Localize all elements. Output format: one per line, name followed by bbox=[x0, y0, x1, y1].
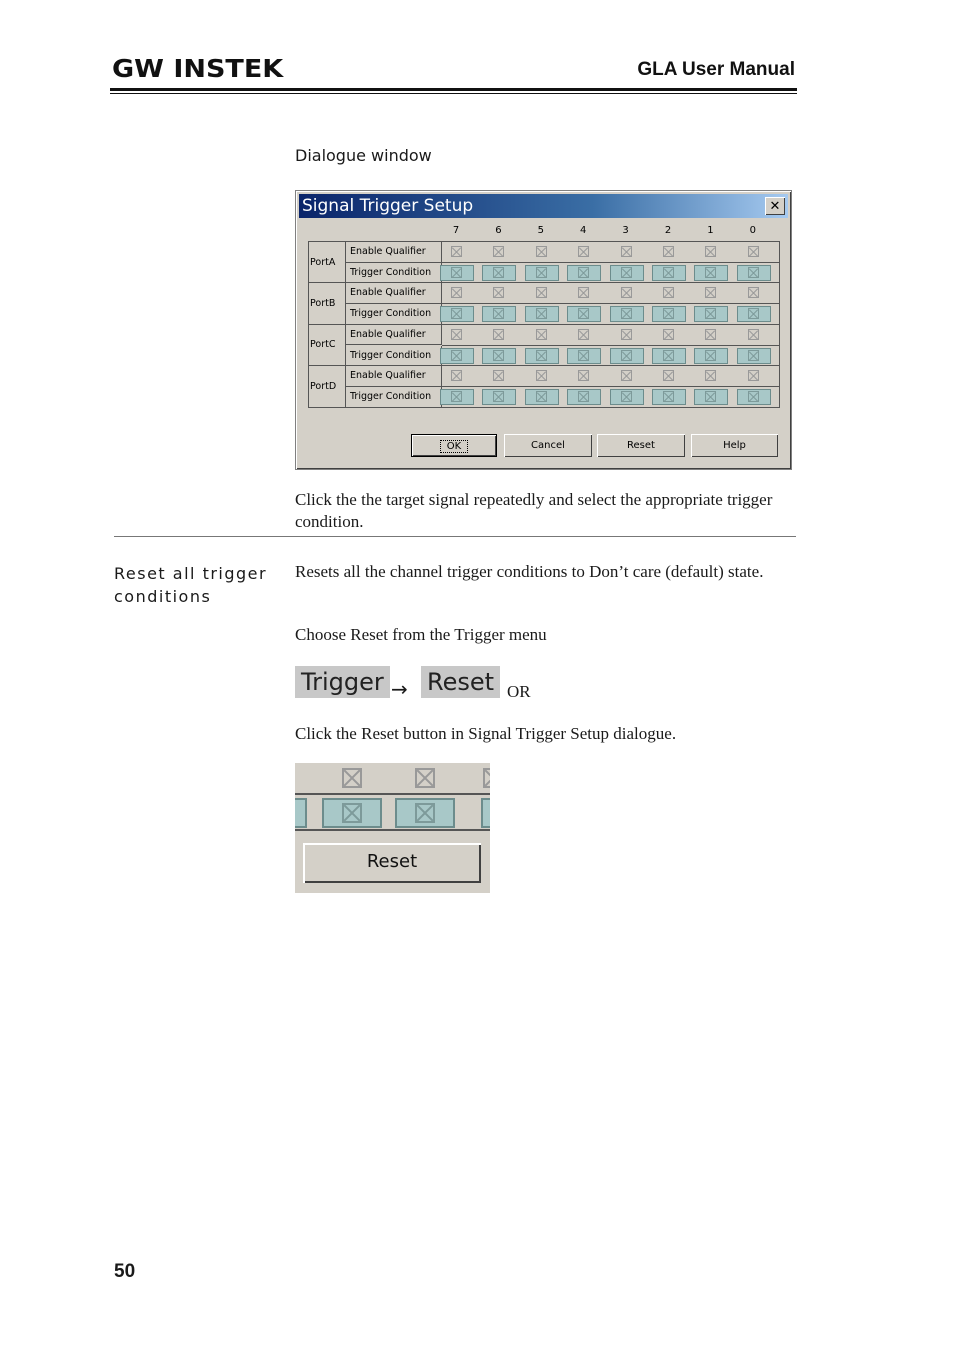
dont-care-icon bbox=[451, 391, 462, 402]
dont-care-icon bbox=[536, 267, 547, 278]
signal-trigger-setup-dialog bbox=[295, 190, 792, 470]
section-divider bbox=[114, 536, 796, 537]
enable-qualifier-checkbox[interactable] bbox=[451, 370, 462, 381]
trigger-condition-cell[interactable] bbox=[610, 389, 644, 405]
trigger-condition-cell[interactable] bbox=[694, 389, 728, 405]
trigger-condition-cell[interactable] bbox=[610, 306, 644, 322]
dont-care-icon bbox=[493, 308, 504, 319]
grid-line bbox=[295, 793, 490, 795]
dont-care-icon bbox=[663, 391, 674, 402]
enable-qualifier-checkbox[interactable] bbox=[536, 329, 547, 340]
enable-qualifier-checkbox[interactable] bbox=[705, 246, 716, 257]
bit-header: 6 bbox=[495, 225, 502, 236]
trigger-cell bbox=[481, 798, 490, 828]
trigger-condition-cell[interactable] bbox=[440, 265, 474, 281]
dont-care-icon bbox=[493, 350, 504, 361]
bit-header: 3 bbox=[622, 225, 629, 236]
dont-care-icon bbox=[663, 350, 674, 361]
enable-qualifier-checkbox[interactable] bbox=[493, 329, 504, 340]
enable-qualifier-checkbox[interactable] bbox=[451, 246, 462, 257]
enable-qualifier-checkbox[interactable] bbox=[663, 246, 674, 257]
checkbox-icon bbox=[415, 803, 435, 823]
enable-qualifier-checkbox[interactable] bbox=[536, 246, 547, 257]
row-divider bbox=[442, 365, 779, 366]
enable-qualifier-checkbox[interactable] bbox=[748, 287, 759, 298]
bit-header: 4 bbox=[580, 225, 587, 236]
checkbox-icon bbox=[342, 768, 362, 788]
dont-care-icon bbox=[578, 308, 589, 319]
dont-care-icon bbox=[578, 350, 589, 361]
trigger-condition-cell[interactable] bbox=[652, 265, 686, 281]
page-number: 50 bbox=[114, 1261, 136, 1282]
close-button[interactable] bbox=[765, 197, 785, 215]
port-label: PortD bbox=[309, 366, 346, 407]
trigger-condition-cell[interactable] bbox=[525, 265, 559, 281]
trigger-grid bbox=[308, 241, 780, 408]
trigger-condition-cell[interactable] bbox=[440, 389, 474, 405]
enable-qualifier-label: Enable Qualifier bbox=[346, 283, 442, 304]
trigger-menu-image: Trigger bbox=[295, 666, 390, 698]
enable-qualifier-label: Enable Qualifier bbox=[346, 366, 442, 387]
enable-qualifier-checkbox[interactable] bbox=[621, 246, 632, 257]
trigger-condition-label: Trigger Condition bbox=[346, 346, 442, 367]
bit-header: 7 bbox=[452, 225, 460, 236]
enable-qualifier-checkbox[interactable] bbox=[663, 287, 674, 298]
trigger-condition-cell[interactable] bbox=[482, 306, 516, 322]
bit-header: 1 bbox=[707, 225, 714, 236]
trigger-condition-cell[interactable] bbox=[482, 348, 516, 364]
dont-care-icon bbox=[578, 267, 589, 278]
trigger-condition-label: Trigger Condition bbox=[346, 263, 442, 284]
trigger-condition-cell[interactable] bbox=[652, 389, 686, 405]
dont-care-icon bbox=[621, 350, 632, 361]
row-divider bbox=[442, 262, 779, 263]
checkbox-icon bbox=[415, 768, 435, 788]
dont-care-icon bbox=[748, 267, 759, 278]
trigger-condition-cell[interactable] bbox=[567, 265, 601, 281]
dialog-titlebar bbox=[299, 194, 788, 218]
enable-qualifier-checkbox[interactable] bbox=[663, 329, 674, 340]
dont-care-icon bbox=[748, 350, 759, 361]
trigger-condition-cell[interactable] bbox=[737, 389, 771, 405]
trigger-condition-cell[interactable] bbox=[440, 348, 474, 364]
enable-qualifier-checkbox[interactable] bbox=[578, 329, 589, 340]
enable-qualifier-checkbox[interactable] bbox=[536, 287, 547, 298]
gw-instek-logo: GW INSTEK bbox=[112, 54, 284, 83]
enable-qualifier-checkbox[interactable] bbox=[451, 329, 462, 340]
trigger-condition-cell[interactable] bbox=[567, 348, 601, 364]
trigger-condition-cell[interactable] bbox=[610, 265, 644, 281]
grid-line bbox=[295, 829, 490, 831]
trigger-cell bbox=[395, 798, 455, 828]
enable-qualifier-checkbox[interactable] bbox=[621, 329, 632, 340]
bit-header: 0 bbox=[749, 225, 756, 236]
reset-menu-item-image: Reset bbox=[421, 666, 500, 698]
trigger-condition-cell[interactable] bbox=[737, 265, 771, 281]
enable-qualifier-checkbox[interactable] bbox=[621, 370, 632, 381]
dont-care-icon bbox=[451, 267, 462, 278]
enable-qualifier-checkbox[interactable] bbox=[621, 287, 632, 298]
row-divider bbox=[442, 386, 779, 387]
click-instruction: Click the the target signal repeatedly and select the appropriate trigger condition. bbox=[295, 490, 773, 531]
dont-care-icon bbox=[621, 267, 632, 278]
port-label: PortC bbox=[309, 325, 346, 366]
checkbox-icon bbox=[342, 803, 362, 823]
enable-qualifier-checkbox[interactable] bbox=[578, 287, 589, 298]
enable-qualifier-checkbox[interactable] bbox=[536, 370, 547, 381]
ok-button[interactable] bbox=[411, 434, 497, 457]
reset-button[interactable]: Reset bbox=[597, 434, 685, 457]
dont-care-icon bbox=[663, 267, 674, 278]
manual-title: GLA User Manual bbox=[637, 59, 795, 80]
enable-qualifier-checkbox[interactable] bbox=[493, 246, 504, 257]
enable-qualifier-checkbox[interactable] bbox=[493, 370, 504, 381]
dont-care-icon bbox=[621, 391, 632, 402]
dont-care-icon bbox=[493, 267, 504, 278]
dont-care-icon bbox=[536, 308, 547, 319]
enable-qualifier-checkbox[interactable] bbox=[705, 370, 716, 381]
enable-qualifier-checkbox[interactable] bbox=[705, 329, 716, 340]
trigger-condition-cell[interactable] bbox=[694, 306, 728, 322]
trigger-condition-cell[interactable] bbox=[440, 306, 474, 322]
dont-care-icon bbox=[705, 350, 716, 361]
trigger-condition-label: Trigger Condition bbox=[346, 387, 442, 408]
trigger-condition-cell[interactable] bbox=[482, 265, 516, 281]
row-divider bbox=[442, 407, 779, 408]
trigger-condition-cell[interactable] bbox=[737, 348, 771, 364]
button-instruction: Click the Reset button in Signal Trigger Setup dialogue. bbox=[295, 724, 677, 743]
header-rule-thin bbox=[110, 93, 797, 94]
dialog-title: Signal Trigger Setup bbox=[302, 196, 474, 216]
reset-button-zoom-image bbox=[295, 763, 490, 893]
row-divider bbox=[442, 282, 779, 283]
checkbox-icon bbox=[483, 768, 490, 788]
dont-care-icon bbox=[748, 391, 759, 402]
trigger-condition-cell[interactable] bbox=[694, 265, 728, 281]
enable-qualifier-checkbox[interactable] bbox=[663, 370, 674, 381]
dont-care-icon bbox=[705, 391, 716, 402]
ok-button-label: OK bbox=[440, 440, 468, 453]
trigger-condition-cell[interactable] bbox=[567, 306, 601, 322]
bit-header: 2 bbox=[664, 225, 672, 236]
trigger-condition-cell[interactable] bbox=[482, 389, 516, 405]
dont-care-icon bbox=[663, 308, 674, 319]
section-description: Resets all the channel trigger conditions to Don’t care (default) state. bbox=[295, 562, 764, 581]
port-label: PortA bbox=[309, 242, 346, 283]
trigger-condition-cell[interactable] bbox=[567, 389, 601, 405]
header-rule bbox=[110, 88, 797, 91]
dont-care-icon bbox=[536, 350, 547, 361]
close-icon: ✕ bbox=[769, 199, 781, 214]
dont-care-icon bbox=[493, 391, 504, 402]
dont-care-icon bbox=[536, 391, 547, 402]
trigger-cell bbox=[295, 798, 307, 828]
row-divider bbox=[442, 324, 779, 325]
trigger-condition-cell[interactable] bbox=[652, 348, 686, 364]
enable-qualifier-checkbox[interactable] bbox=[748, 370, 759, 381]
dialogue-window-caption: Dialogue window bbox=[295, 146, 432, 165]
enable-qualifier-checkbox[interactable] bbox=[705, 287, 716, 298]
row-divider bbox=[442, 303, 779, 304]
dont-care-icon bbox=[451, 350, 462, 361]
trigger-cell bbox=[322, 798, 382, 828]
dont-care-icon bbox=[451, 308, 462, 319]
enable-qualifier-label: Enable Qualifier bbox=[346, 325, 442, 346]
trigger-condition-cell[interactable] bbox=[737, 306, 771, 322]
enable-qualifier-checkbox[interactable] bbox=[451, 287, 462, 298]
help-button[interactable]: Help bbox=[691, 434, 778, 457]
dont-care-icon bbox=[578, 391, 589, 402]
port-label: PortB bbox=[309, 283, 346, 324]
trigger-condition-cell[interactable] bbox=[525, 389, 559, 405]
trigger-condition-label: Trigger Condition bbox=[346, 304, 442, 325]
cancel-button[interactable]: Cancel bbox=[504, 434, 592, 457]
trigger-condition-cell[interactable] bbox=[525, 306, 559, 322]
or-text: OR bbox=[507, 682, 531, 701]
trigger-condition-cell[interactable] bbox=[652, 306, 686, 322]
trigger-condition-cell[interactable] bbox=[694, 348, 728, 364]
dont-care-icon bbox=[621, 308, 632, 319]
trigger-condition-cell[interactable] bbox=[525, 348, 559, 364]
trigger-condition-cell[interactable] bbox=[610, 348, 644, 364]
arrow-icon: → bbox=[391, 677, 408, 701]
row-divider bbox=[442, 345, 779, 346]
menu-instruction: Choose Reset from the Trigger menu bbox=[295, 625, 547, 644]
enable-qualifier-checkbox[interactable] bbox=[748, 246, 759, 257]
zoom-reset-button[interactable]: Reset bbox=[303, 843, 481, 883]
enable-qualifier-checkbox[interactable] bbox=[578, 370, 589, 381]
enable-qualifier-label: Enable Qualifier bbox=[346, 242, 442, 263]
section-label: Reset all trigger conditions bbox=[114, 564, 268, 606]
dont-care-icon bbox=[705, 308, 716, 319]
dont-care-icon bbox=[748, 308, 759, 319]
enable-qualifier-checkbox[interactable] bbox=[578, 246, 589, 257]
enable-qualifier-checkbox[interactable] bbox=[493, 287, 504, 298]
dont-care-icon bbox=[705, 267, 716, 278]
bit-header: 5 bbox=[537, 225, 544, 236]
enable-qualifier-checkbox[interactable] bbox=[748, 329, 759, 340]
